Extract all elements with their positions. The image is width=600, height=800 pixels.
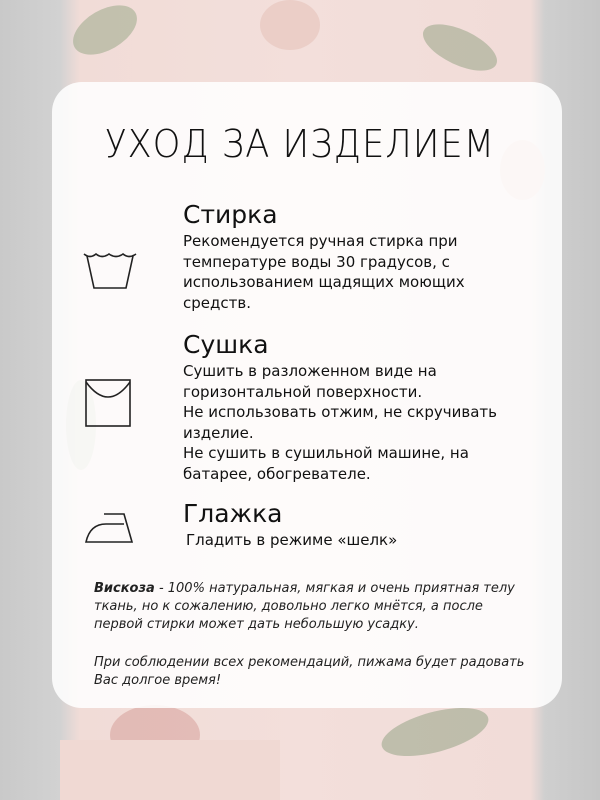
- iron-icon: [84, 510, 136, 544]
- drying-section: [183, 330, 513, 484]
- material-description: - 100% натуральная, мягкая и очень приятная телу ткань, но к сожалению, довольно легко мнётся, а после первой стирки может дать небольшую усадку.: [94, 581, 515, 632]
- ironing-heading: Глажка: [183, 499, 283, 528]
- floral-print-leaf: [377, 698, 494, 765]
- pajama-shorts: [60, 740, 280, 800]
- floral-print-flower: [260, 0, 320, 50]
- washing-text: Рекомендуется ручная стирка при температуре воды 30 градусов, с использованием щадящих моющих средств.: [183, 232, 465, 312]
- floral-print-leaf: [416, 15, 503, 81]
- material-note: [94, 580, 534, 634]
- material-term: Вискоза: [94, 581, 155, 596]
- washing-section: [183, 200, 513, 313]
- closing-note: При соблюдении всех рекомендаций, пижама будет радовать Вас долгое время!: [94, 655, 525, 688]
- dry-flat-icon: [84, 378, 132, 428]
- floral-print-leaf: [65, 0, 146, 65]
- hand-wash-icon: [82, 250, 138, 292]
- ironing-text: Гладить в режиме «шелк»: [186, 531, 398, 549]
- page-title: УХОД ЗА ИЗДЕЛИЕМ: [104, 122, 496, 166]
- drying-heading: Сушка: [183, 330, 269, 359]
- washing-heading: Стирка: [183, 200, 278, 229]
- drying-text: Сушить в разложенном виде на горизонтальной поверхности. Не использовать отжим, не скручивать изделие. Не сушить в сушильной машине, на батарее, обогревателе.: [183, 362, 497, 483]
- ironing-section: [183, 499, 513, 551]
